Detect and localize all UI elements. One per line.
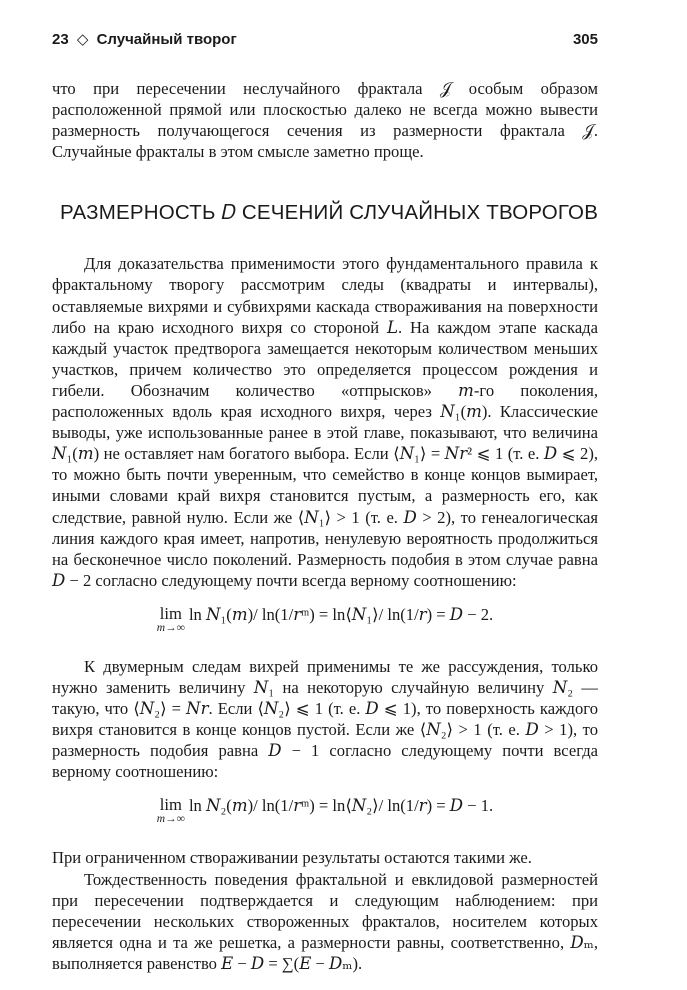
running-head: [52, 30, 598, 54]
formula-surface-dimension: [52, 796, 598, 825]
chapter-number: 23: [52, 31, 69, 48]
formula-edge-dimension: [52, 605, 598, 634]
paragraph-continuation: что при пересечении неслучайного фрактала 𝒥 особым образом расположенной прямой или плоскостью далеко не всегда можно вывести размерность получающегося сечения из размерности фрактала 𝒥. Случайные фракталы в этом смысле заметно проще.: [52, 79, 598, 162]
book-page: [52, 30, 598, 974]
formula-body: ln 𝑁₂(𝑚)/ ln(1/𝑟ᵐ) = ln⟨𝑁₂⟩/ ln(1/𝑟) = 𝐷 − 1.: [184, 796, 494, 816]
page-number: 305: [572, 31, 598, 48]
paragraph-identity: Тождественность поведения фрактальной и евклидовой размерностей при пересечении подтверждается и следующим наблюдением: при пересечении нескольких створоженных фракталов, носителем которых является одна и та же решетка, а размерности равны, соответственно, 𝐷ₘ, выполняется равенство 𝐸 − 𝐷 = ∑(𝐸 − 𝐷ₘ).: [52, 869, 598, 973]
limit-label: lim: [159, 603, 182, 623]
diamond-separator-icon: ◇: [76, 31, 89, 48]
limit-label: lim: [159, 795, 182, 815]
limit-subscript: m→∞: [156, 813, 185, 826]
paragraph-proof-intro: Для доказательства применимости этого фундаментального правила к фрактальному творогу рассмотрим следы (квадраты и интервалы), оставляемые вихрями и субвихрями каскада створаживания на поверхности либо на краю исходного вихря со стороной 𝐿. На каждом этапе каскада каждый участок предтворога замещается некоторым количеством меньших участков, причем количество это определяется процессом рождения и гибели. Обозначим количество «отпрысков» 𝑚-го поколения, расположенных вдоль края исходного вихря, через 𝑁₁(𝑚). Классические выводы, уже использованные ранее в этой главе, показывают, что величина 𝑁₁(𝑚) не оставляет нам богатого выбора. Если ⟨𝑁₁⟩ = 𝑁𝑟² ⩽ 1 (т. е. 𝐷 ⩽ 2), то можно быть почти уверенным, что семейство в конце концов вымирает, иными словами край вихря становится пустым, а размерность его, как следствие, равной нулю. Если же ⟨𝑁₁⟩ > 1 (т. е. 𝐷 > 2), то генеалогическая линия каждого края имеет, напротив, ненулевую вероятность продолжиться на бесконечное число поколений. Размерность подобия в этом случае равна 𝐷 − 2 согласно следующему почти всегда верному соотношению:: [52, 254, 598, 590]
limit-subscript: m→∞: [156, 621, 185, 634]
chapter-title: Случайный творог: [96, 31, 237, 48]
limit-operator: [157, 605, 185, 634]
formula-body: ln 𝑁₁(𝑚)/ ln(1/𝑟ᵐ) = ln⟨𝑁₁⟩/ ln(1/𝑟) = 𝐷 − 2.: [184, 604, 494, 624]
chapter-heading: [52, 30, 241, 48]
limit-operator: [157, 796, 185, 825]
paragraph-two-dimensional: К двумерным следам вихрей применимы те же рассуждения, только нужно заменить величину 𝑁₁ на некоторую случайную величину 𝑁₂ — такую, что ⟨𝑁₂⟩ = 𝑁𝑟. Если ⟨𝑁₂⟩ ⩽ 1 (т. е. 𝐷 ⩽ 1), то поверхность каждого вихря становится в конце концов пустой. Если же ⟨𝑁₂⟩ > 1 (т. е. 𝐷 > 1), то размерность подобия равна 𝐷 − 1 согласно следующему почти всегда верному соотношению:: [52, 656, 598, 782]
paragraph-limited-curdling: При ограниченном створаживании результаты остаются такими же.: [52, 848, 532, 868]
section-title: РАЗМЕРНОСТЬ 𝐷 СЕЧЕНИЙ СЛУЧАЙНЫХ ТВОРОГОВ: [60, 201, 599, 225]
